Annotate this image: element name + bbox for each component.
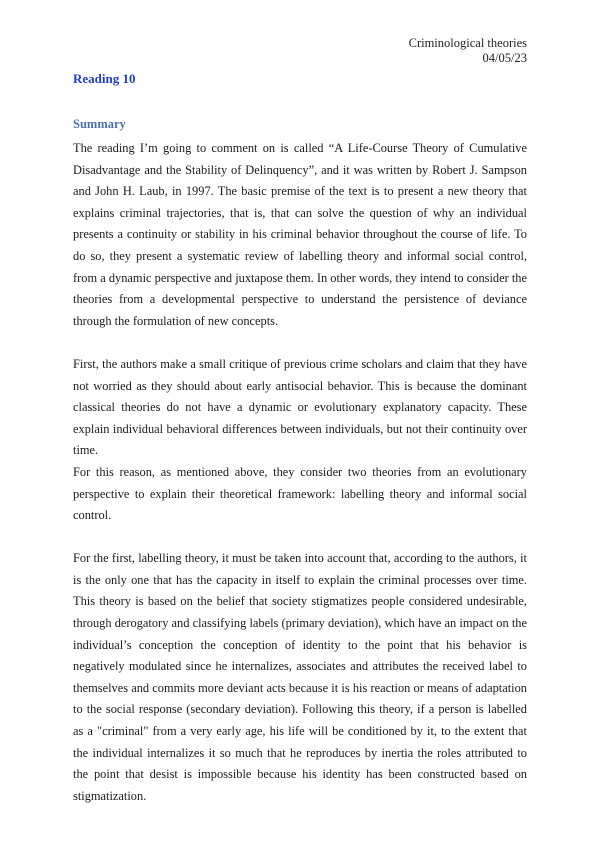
page-header xyxy=(409,36,527,66)
paragraph-spacer xyxy=(73,527,527,549)
paragraph-spacer xyxy=(73,332,527,354)
course-name: Criminological theories xyxy=(408,36,527,50)
paragraph: The reading I’m going to comment on is called “A Life-Course Theory of Cumulative Disadvantage and the Stability of Delinquency”, and it was written by Robert J. Sampson and John H. Laub, in 1997. The basic premise of the text is to present a new theory that explains criminal trajectories, that is, that can solve the question of why an individual presents a continuity or stability in his criminal behavior throughout the course of life. To do so, they present a systematic review of labelling theory and informal social control, from a dynamic perspective and juxtapose them. In other words, they intend to consider the theories from a developmental perspective to understand the persistence of deviance through the formulation of new concepts. xyxy=(73,141,527,328)
section-heading: Summary xyxy=(73,117,126,131)
document-title: Reading 10 xyxy=(73,71,136,86)
paragraph: For this reason, as mentioned above, they consider two theories from an evolutionary perspective to explain their theoretical framework: labelling theory and informal social control. xyxy=(73,464,527,523)
paragraph: First, the authors make a small critique of previous crime scholars and claim that they have not worried as they should about early antisocial behavior. This is because the dominant classical theories do not have a dynamic or evolutionary explanatory capacity. These explain individual behavioral differences between individuals, but not their continuity over time. xyxy=(73,356,527,458)
body-text xyxy=(73,138,527,807)
paragraph: For the first, labelling theory, it must be taken into account that, according to the authors, it is the only one that has the capacity in itself to explain the criminal processes over time. This theory is based on the belief that society stigmatizes people considered undesirable, through derogatory and classifying labels (primary deviation), which have an impact on the individual’s conception the conception of identity to the point that his behavior is negatively modulated since he internalizes, associates and attributes the received label to themselves and commits more deviant acts because it is his reaction or means of adaptation to the social response (secondary deviation). Following this theory, if a person is labelled as a "criminal" from a very early age, his life will be conditioned by it, to the extent that the individual internalizes it so much that he reproduces by inertia the roles attributed to the point that desist is impossible because his identity has been constructed based on stigmatization. xyxy=(73,551,527,803)
header-date: 04/05/23 xyxy=(482,51,527,65)
